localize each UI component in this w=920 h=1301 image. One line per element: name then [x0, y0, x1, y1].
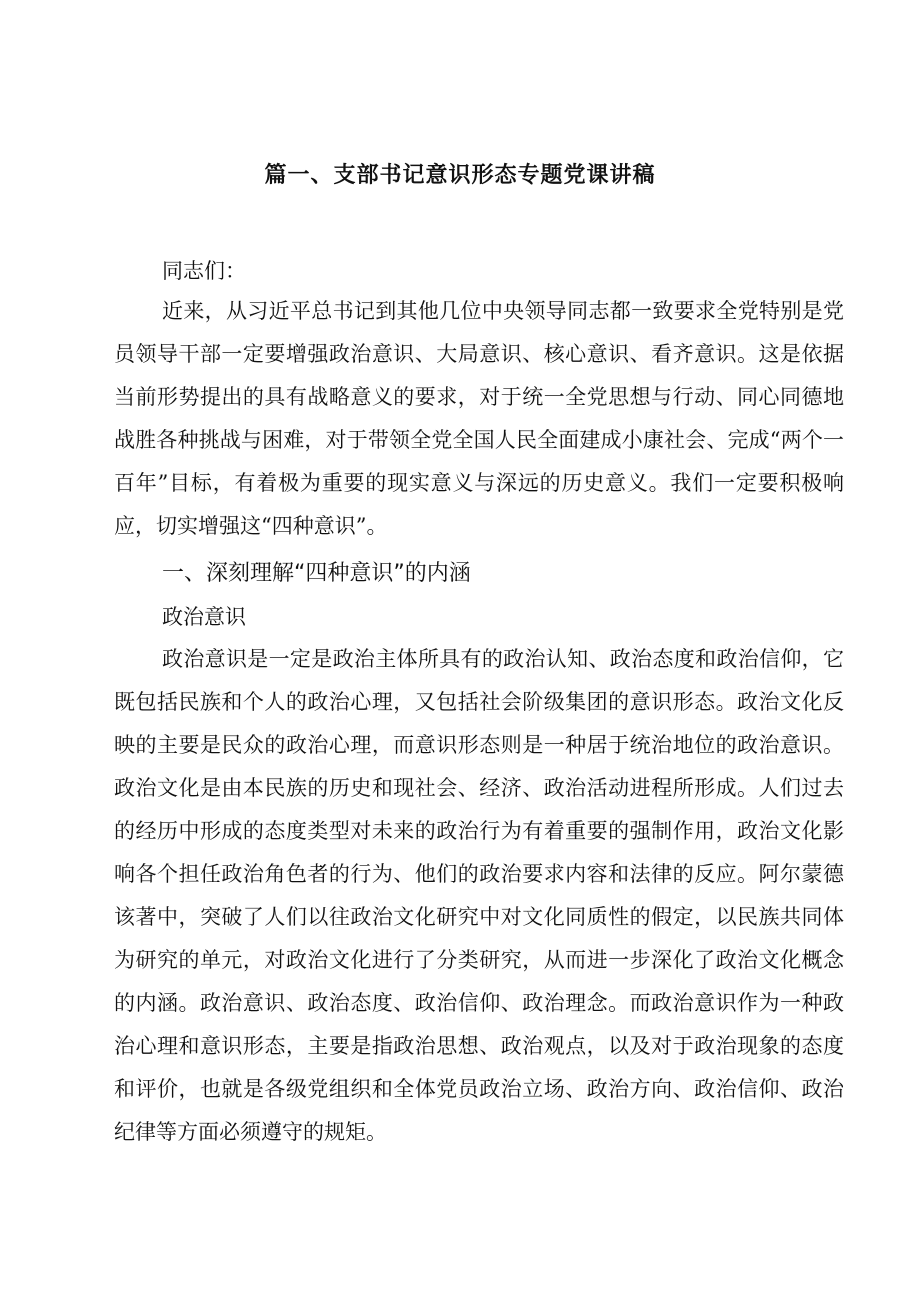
political-awareness-paragraph: 政治意识是一定是政治主体所具有的政治认知、政治态度和政治信仰，它既包括民族和个人的政治心理，又包括社会阶级集团的意识形态。政治文化反映的主要是民众的政治心理，而意识形态则是一种居于统治地位的政治意识。政治文化是由本民族的历史和现社会、经济、政治活动进程所形成。人们过去的经历中形成的态度类型对未来的政治行为有着重要的强制作用，政治文化影响各个担任政治角色者的行为、他们的政治要求内容和法律的反应。阿尔蒙德该著中，突破了人们以往政治文化研究中对文化同质性的假定，以民族共同体为研究的单元，对政治文化进行了分类研究，从而进一步深化了政治文化概念的内涵。政治意识、政治态度、政治信仰、政治理念。而政治意识作为一种政治心理和意识形态，主要是指政治思想、政治观点，以及对于政治现象的态度和评价，也就是各级党组织和全体党员政治立场、政治方向、政治信仰、政治纪律等方面必须遵守的规矩。	[114, 647, 844, 1144]
intro-paragraph: 近来，从习近平总书记到其他几位中央领导同志都一致要求全党特别是党员领导干部一定要增强政治意识、大局意识、核心意识、看齐意识。这是依据当前形势提出的具有战略意义的要求，对于统一全党思想与行动、同心同德地战胜各种挑战与困难，对于带领全党全国人民全面建成小康社会、完成“两个一百年”目标，有着极为重要的现实意义与深远的历史意义。我们一定要积极响应，切实增强这“四种意识”。	[114, 299, 844, 538]
salutation: 同志们：	[162, 259, 246, 283]
subheading-political-awareness: 政治意识	[162, 605, 246, 629]
section-heading: 一、深刻理解“四种意识”的内涵	[162, 561, 471, 586]
document-title: 篇一、支部书记意识形态专题党课讲稿	[264, 162, 656, 188]
